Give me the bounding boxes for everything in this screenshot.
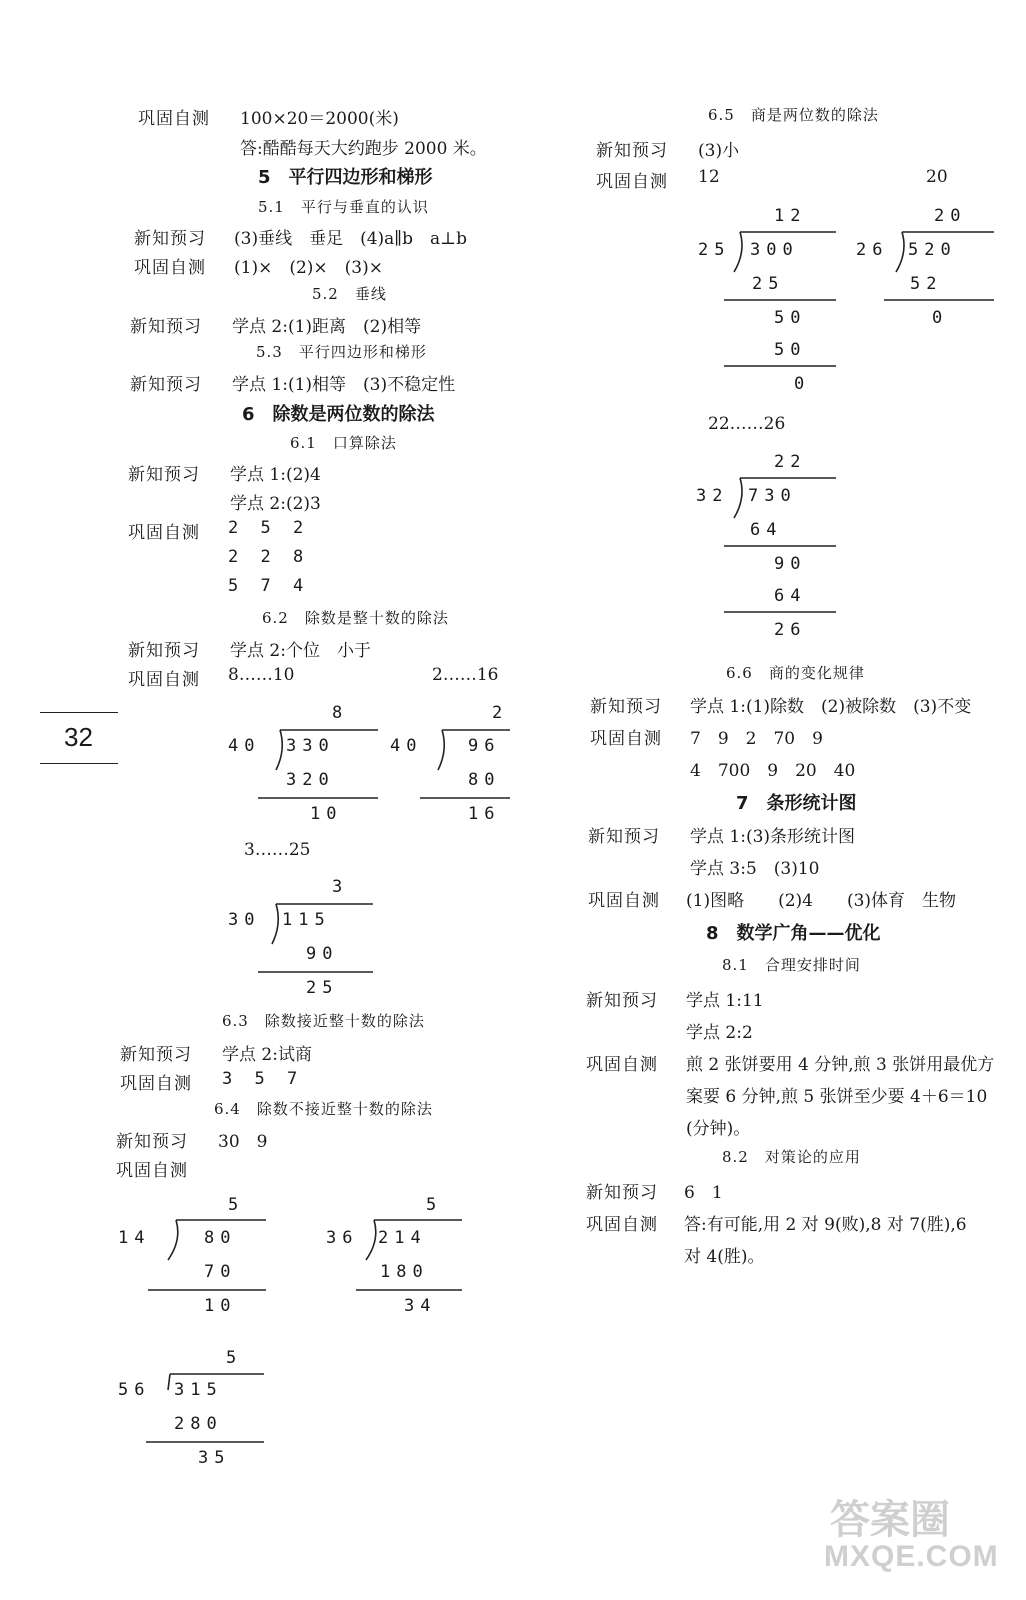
answer-line: (1)× (2)× (3)× xyxy=(234,258,383,278)
quotient: 20 xyxy=(934,206,967,226)
answer-line: 学点 3:5 (3)10 xyxy=(690,859,820,879)
answer-line: 100×20＝2000(米) xyxy=(240,109,399,129)
watermark-logo: 答案圈 xyxy=(830,1498,950,1542)
label-xinzhi: 新知预习 xyxy=(128,641,200,661)
step-row: 180 xyxy=(380,1262,429,1282)
dividend: 520 xyxy=(908,240,957,260)
step-row: 50 xyxy=(774,308,807,328)
step-row: 0 xyxy=(794,374,811,394)
answer-line: 学点 1:(1)相等 (3)不稳定性 xyxy=(232,375,456,395)
answer-line: (3)小 xyxy=(698,141,740,161)
remainder-result: 3……25 xyxy=(244,840,311,860)
long-division-30-115 xyxy=(228,874,378,1004)
step-row: 10 xyxy=(310,804,343,824)
label-gonggu: 巩固自测 xyxy=(586,1055,658,1075)
section-heading: 8.1 合理安排时间 xyxy=(722,956,861,974)
chapter-heading: 6 除数是两位数的除法 xyxy=(242,404,435,425)
section-heading: 6.5 商是两位数的除法 xyxy=(708,106,879,124)
dividend: 214 xyxy=(378,1228,427,1248)
answer-line: 5 7 4 xyxy=(228,576,310,596)
page-number: 32 xyxy=(64,722,93,752)
long-division-36-214 xyxy=(326,1192,476,1322)
dividend: 315 xyxy=(174,1380,223,1400)
answer-line: 7 9 2 70 9 xyxy=(690,729,823,749)
dividend: 300 xyxy=(750,240,799,260)
divisor: 25 xyxy=(698,240,731,260)
quotient-result: 20 xyxy=(926,167,948,187)
label-gonggu: 巩固自测 xyxy=(128,523,200,543)
answer-line: (分钟)。 xyxy=(686,1119,751,1139)
remainder-result: 8……10 xyxy=(228,665,295,685)
label-gonggu: 巩固自测 xyxy=(120,1074,192,1094)
label-xinzhi: 新知预习 xyxy=(130,375,202,395)
divisor: 30 xyxy=(228,910,261,930)
answer-line: 答:酷酷每天大约跑步 2000 米。 xyxy=(240,139,487,159)
divisor: 26 xyxy=(856,240,889,260)
section-heading: 6.6 商的变化规律 xyxy=(726,664,865,682)
step-row: 0 xyxy=(932,308,949,328)
label-gonggu: 巩固自测 xyxy=(116,1161,188,1181)
section-heading: 6.1 口算除法 xyxy=(290,434,397,452)
step-row: 320 xyxy=(286,770,335,790)
section-heading: 5.3 平行四边形和梯形 xyxy=(256,343,427,361)
section-heading: 6.2 除数是整十数的除法 xyxy=(262,609,449,627)
step-row: 64 xyxy=(750,520,783,540)
answer-line: 2 5 2 xyxy=(228,518,310,538)
dividend: 730 xyxy=(748,486,797,506)
quotient: 2 xyxy=(492,703,509,723)
page-number-rule-bottom xyxy=(40,763,118,764)
answer-line: 学点 2:试商 xyxy=(222,1045,312,1065)
long-division-40-96 xyxy=(390,700,510,830)
label-xinzhi: 新知预习 xyxy=(588,827,660,847)
step-row: 26 xyxy=(774,620,807,640)
step-row: 16 xyxy=(468,804,501,824)
remainder-result: 22……26 xyxy=(708,414,786,434)
answer-line: 学点 1:(1)除数 (2)被除数 (3)不变 xyxy=(690,697,972,717)
label-xinzhi: 新知预习 xyxy=(120,1045,192,1065)
section-heading: 8.2 对策论的应用 xyxy=(722,1148,861,1166)
step-row: 90 xyxy=(306,944,339,964)
label-gonggu: 巩固自测 xyxy=(596,172,668,192)
label-gonggu: 巩固自测 xyxy=(586,1215,658,1235)
answer-line: 学点 2:(2)3 xyxy=(230,494,321,514)
step-row: 70 xyxy=(204,1262,237,1282)
answer-line: 煎 2 张饼要用 4 分钟,煎 3 张饼用最优方 xyxy=(686,1055,995,1075)
dividend: 80 xyxy=(204,1228,237,1248)
quotient: 3 xyxy=(332,877,349,897)
quotient: 5 xyxy=(426,1195,443,1215)
label-xinzhi: 新知预习 xyxy=(128,465,200,485)
label-gonggu: 巩固自测 xyxy=(128,670,200,690)
label-xinzhi: 新知预习 xyxy=(134,229,206,249)
answer-line: 30 9 xyxy=(218,1132,268,1152)
answer-line: (3)垂线 垂足 (4)a∥b a⊥b xyxy=(234,229,468,249)
step-row: 35 xyxy=(198,1448,231,1468)
step-row: 25 xyxy=(306,978,339,998)
label-xinzhi: 新知预习 xyxy=(596,141,668,161)
section-heading: 5.2 垂线 xyxy=(312,285,387,303)
chapter-heading: 5 平行四边形和梯形 xyxy=(258,167,433,188)
quotient: 5 xyxy=(226,1348,243,1368)
dividend: 330 xyxy=(286,736,335,756)
quotient: 12 xyxy=(774,206,807,226)
long-division-14-80 xyxy=(118,1192,268,1322)
long-division-32-730 xyxy=(696,450,846,650)
label-xinzhi: 新知预习 xyxy=(116,1132,188,1152)
answer-line: 6 1 xyxy=(684,1183,723,1203)
step-row: 50 xyxy=(774,340,807,360)
long-division-26-520 xyxy=(856,204,1006,334)
step-row: 90 xyxy=(774,554,807,574)
answer-line: 学点 1:(3)条形统计图 xyxy=(690,827,856,847)
section-heading: 5.1 平行与垂直的认识 xyxy=(258,198,429,216)
label-gonggu: 巩固自测 xyxy=(138,109,210,129)
divisor: 14 xyxy=(118,1228,151,1248)
step-row: 25 xyxy=(752,274,785,294)
answer-line: 案要 6 分钟,煎 5 张饼至少要 4＋6＝10 xyxy=(686,1087,988,1107)
answer-line: 2 2 8 xyxy=(228,547,310,567)
step-row: 52 xyxy=(910,274,943,294)
answer-line: 学点 2:(1)距离 (2)相等 xyxy=(232,317,422,337)
label-gonggu: 巩固自测 xyxy=(134,258,206,278)
answer-line: 学点 1:(2)4 xyxy=(230,465,321,485)
step-row: 80 xyxy=(468,770,501,790)
step-row: 64 xyxy=(774,586,807,606)
label-xinzhi: 新知预习 xyxy=(586,1183,658,1203)
step-row: 34 xyxy=(404,1296,437,1316)
quotient: 5 xyxy=(228,1195,245,1215)
remainder-result: 2……16 xyxy=(432,665,499,685)
label-xinzhi: 新知预习 xyxy=(590,697,662,717)
label-gonggu: 巩固自测 xyxy=(590,729,662,749)
answer-line: 学点 2:2 xyxy=(686,1023,753,1043)
divisor: 32 xyxy=(696,486,729,506)
answer-line: 对 4(胜)。 xyxy=(684,1247,765,1267)
long-division-25-300 xyxy=(698,204,848,404)
long-division-40-330 xyxy=(228,700,378,830)
long-division-56-315 xyxy=(118,1348,268,1478)
quotient: 8 xyxy=(332,703,349,723)
step-row: 280 xyxy=(174,1414,223,1434)
answer-line: 学点 2:个位 小于 xyxy=(230,641,371,661)
quotient: 22 xyxy=(774,452,807,472)
label-xinzhi: 新知预习 xyxy=(586,991,658,1011)
chapter-heading: 8 数学广角——优化 xyxy=(706,923,881,944)
section-heading: 6.3 除数接近整十数的除法 xyxy=(222,1012,425,1030)
label-xinzhi: 新知预习 xyxy=(130,317,202,337)
page-number-rule-top xyxy=(40,712,118,713)
label-gonggu: 巩固自测 xyxy=(588,891,660,911)
answer-line: 4 700 9 20 40 xyxy=(690,761,856,781)
answer-line: 学点 1:11 xyxy=(686,991,764,1011)
chapter-heading: 7 条形统计图 xyxy=(736,793,857,814)
divisor: 36 xyxy=(326,1228,359,1248)
section-heading: 6.4 除数不接近整十数的除法 xyxy=(214,1100,433,1118)
watermark-url: MXQE.COM xyxy=(824,1540,999,1573)
dividend: 96 xyxy=(468,736,501,756)
answer-line: (1)图略 (2)4 (3)体育 生物 xyxy=(686,891,957,911)
divisor: 40 xyxy=(228,736,261,756)
divisor: 56 xyxy=(118,1380,151,1400)
quotient-result: 12 xyxy=(698,167,720,187)
answer-line: 答:有可能,用 2 对 9(败),8 对 7(胜),6 xyxy=(684,1215,967,1235)
step-row: 10 xyxy=(204,1296,237,1316)
dividend: 115 xyxy=(282,910,331,930)
divisor: 40 xyxy=(390,736,423,756)
answer-line: 3 5 7 xyxy=(222,1069,304,1089)
